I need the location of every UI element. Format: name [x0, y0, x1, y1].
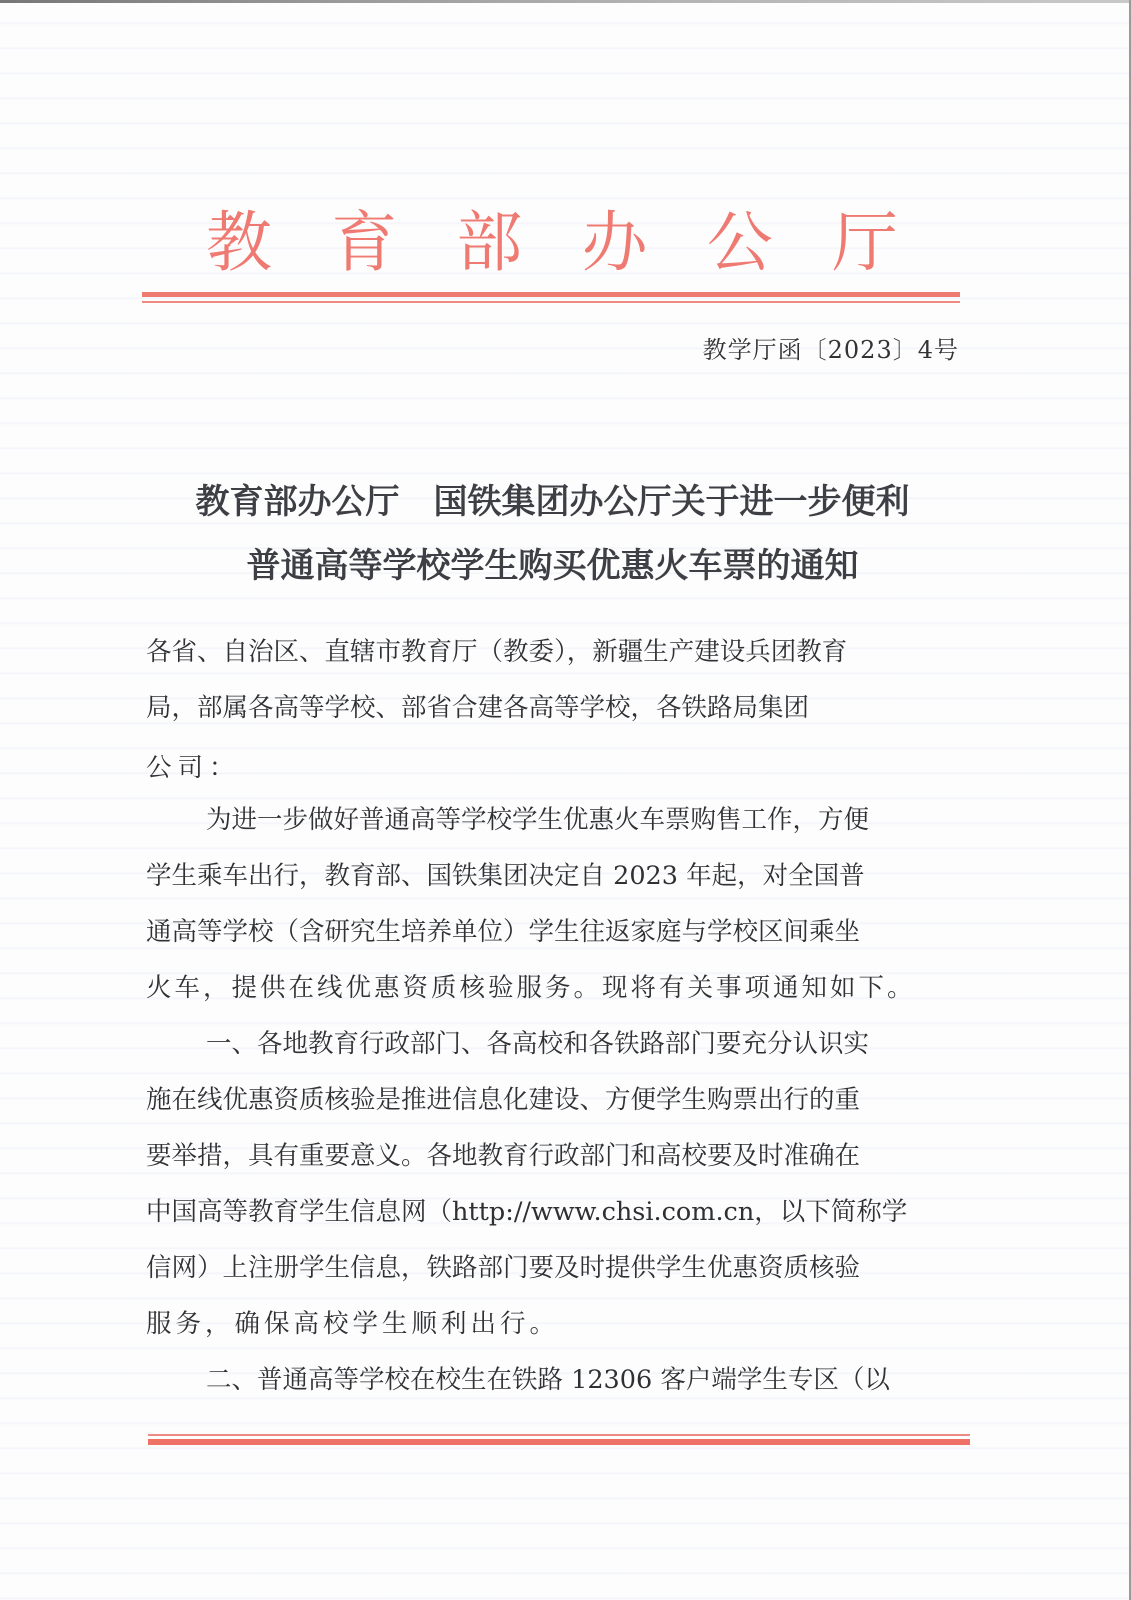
letterhead-char: 厅 — [831, 203, 898, 281]
body-line-recipients-3 — [146, 748, 968, 784]
body-line-section1-1 — [146, 1024, 968, 1060]
body-line-intro-2 — [146, 856, 968, 892]
body-line-intro-4 — [146, 968, 968, 1004]
body-text: 中国高等教育学生信息网（http://www.chsi.com.cn，以下简称学 — [146, 1197, 908, 1227]
body-line-section1-3 — [146, 1136, 968, 1172]
letterhead-char: 教 — [206, 203, 272, 281]
body-text: 各省、自治区、直辖市教育厅（教委），新疆生产建设兵团教育 — [146, 637, 848, 667]
body-text: 二、普通高等学校在校生在铁路 12306 客户端学生专区（以 — [206, 1365, 890, 1395]
body-line-section2-1 — [146, 1360, 968, 1396]
body-line-intro-1 — [146, 800, 968, 836]
body-line-section1-4 — [146, 1192, 968, 1228]
letterhead-char: 办 — [581, 203, 648, 281]
body-text: 局，部属各高等学校、部省合建各高等学校，各铁路局集团 — [146, 693, 810, 723]
letterhead-issuer — [140, 190, 962, 282]
letterhead-char: 公 — [706, 203, 773, 281]
body-text: 施在线优惠资质核验是推进信息化建设、方便学生购票出行的重 — [146, 1085, 861, 1115]
letterhead-red-rule-thin — [142, 301, 960, 303]
body-text: 学生乘车出行，教育部、国铁集团决定自 2023 年起，对全国普 — [146, 861, 865, 891]
body-text: 一、各地教育行政部门、各高校和各铁路部门要充分认识实 — [206, 1029, 870, 1059]
scan-top-edge — [0, 0, 1131, 3]
letterhead-char: 部 — [456, 203, 523, 281]
body-line-recipients-2 — [146, 688, 968, 724]
document-title-line-2: 普通高等学校学生购买优惠火车票的通知 — [246, 546, 859, 586]
body-text: 为进一步做好普通高等学校学生优惠火车票购售工作，方便 — [206, 805, 870, 835]
footer-red-rule-thick — [148, 1439, 970, 1445]
letterhead-red-rule-thick — [142, 292, 960, 297]
letterhead-char: 育 — [331, 203, 398, 281]
footer-red-rule-thin — [148, 1434, 970, 1436]
document-number: 教学厅函〔2023〕4号 — [702, 336, 959, 364]
body-line-recipients-1 — [146, 632, 968, 668]
document-title-line-1: 教育部办公厅 国铁集团办公厅关于进一步便利 — [195, 482, 910, 522]
body-text: 信网）上注册学生信息，铁路部门要及时提供学生优惠资质核验 — [146, 1253, 861, 1283]
body-line-section1-2 — [146, 1080, 968, 1116]
body-text: 服务，确保高校学生顺利出行。 — [146, 1309, 560, 1339]
body-line-section1-6 — [146, 1304, 968, 1340]
body-line-section1-5 — [146, 1248, 968, 1284]
body-text: 火车，提供在线优惠资质核验服务。现将有关事项通知如下。 — [146, 973, 916, 1003]
body-line-intro-3 — [146, 912, 968, 948]
body-text: 通高等学校（含研究生培养单位）学生往返家庭与学校区间乘坐 — [146, 917, 861, 947]
body-text: 公司： — [146, 753, 241, 783]
body-text: 要举措，具有重要意义。各地教育行政部门和高校要及时准确在 — [146, 1141, 861, 1171]
